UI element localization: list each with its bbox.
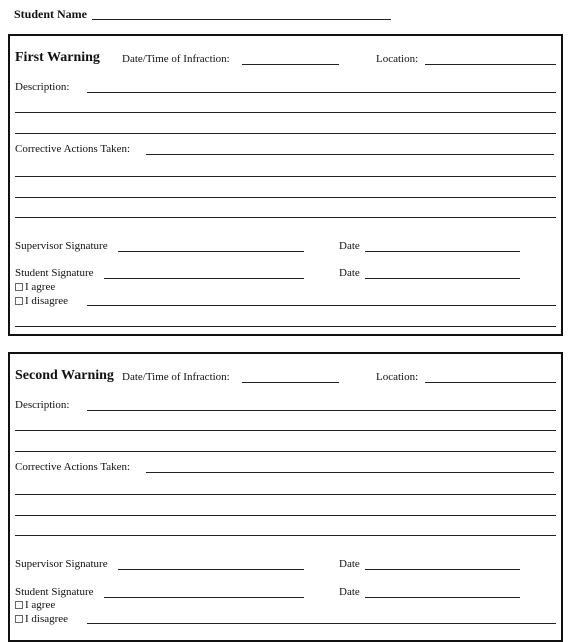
second-warning-section [8,352,563,642]
date-label: Date [339,586,360,598]
disagree-option[interactable] [15,614,68,625]
corrective-line[interactable] [15,515,556,516]
corrective-line[interactable] [15,197,556,198]
corrective-line[interactable] [15,217,556,218]
first-warning-section [8,34,563,336]
agree-checkbox[interactable] [15,601,23,609]
disagree-reason-line[interactable] [87,305,556,306]
corrective-line[interactable] [15,494,556,495]
supervisor-signature-field[interactable] [118,251,304,252]
supervisor-signature-field[interactable] [118,569,304,570]
disagree-label: I disagree [25,295,69,307]
corrective-line[interactable] [15,176,556,177]
datetime-label: Date/Time of Infraction: [122,53,230,65]
section-title: First Warning [15,50,100,65]
supervisor-date-field[interactable] [365,569,520,570]
corrective-line[interactable] [146,154,554,155]
description-line[interactable] [15,133,556,134]
description-line[interactable] [87,92,556,93]
corrective-actions-label: Corrective Actions Taken: [15,461,131,473]
corrective-line[interactable] [15,535,556,536]
student-name-label: Student Name [14,7,88,21]
disagree-reason-line[interactable] [87,623,556,624]
disagree-option[interactable] [15,296,68,307]
date-label: Date [339,558,360,570]
description-label: Description: [15,81,70,93]
disagree-reason-line[interactable] [15,326,556,327]
supervisor-date-field[interactable] [365,251,520,252]
location-field[interactable] [425,64,556,65]
datetime-field[interactable] [242,382,339,383]
agree-option[interactable] [15,282,55,293]
agree-checkbox[interactable] [15,283,23,291]
corrective-line[interactable] [146,472,554,473]
location-label: Location: [376,371,419,383]
description-line[interactable] [87,410,556,411]
supervisor-signature-label: Supervisor Signature [15,240,108,252]
date-label: Date [339,267,360,279]
agree-label: I agree [25,599,56,611]
datetime-label: Date/Time of Infraction: [122,371,230,383]
description-line[interactable] [15,430,556,431]
datetime-field[interactable] [242,64,339,65]
student-signature-label: Student Signature [15,267,94,279]
agree-label: I agree [25,281,56,293]
disagree-checkbox[interactable] [15,615,23,623]
student-signature-field[interactable] [104,278,304,279]
supervisor-signature-label: Supervisor Signature [15,558,108,570]
section-title: Second Warning [15,368,114,383]
agree-option[interactable] [15,600,55,611]
student-date-field[interactable] [365,278,520,279]
description-line[interactable] [15,112,556,113]
corrective-actions-label: Corrective Actions Taken: [15,143,131,155]
student-signature-label: Student Signature [15,586,94,598]
description-line[interactable] [15,451,556,452]
date-label: Date [339,240,360,252]
student-signature-field[interactable] [104,597,304,598]
disagree-checkbox[interactable] [15,297,23,305]
location-label: Location: [376,53,419,65]
disagree-label: I disagree [25,613,69,625]
location-field[interactable] [425,382,556,383]
description-label: Description: [15,399,70,411]
student-name-field[interactable] [92,19,391,20]
student-date-field[interactable] [365,597,520,598]
